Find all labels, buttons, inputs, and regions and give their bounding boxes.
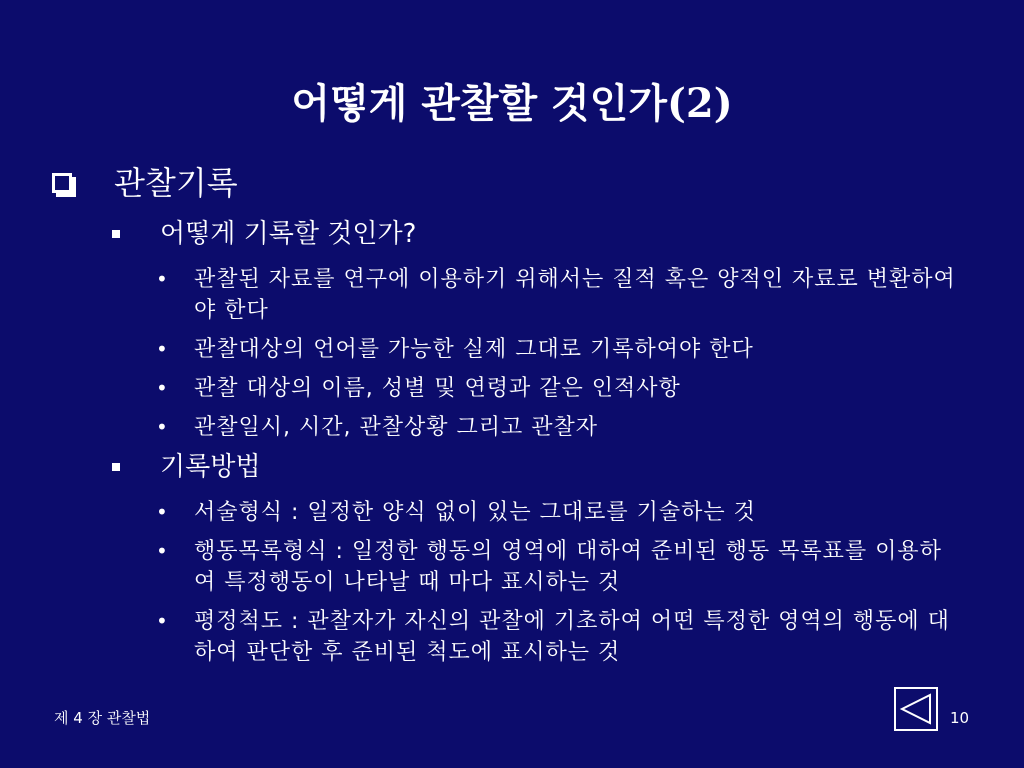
list-item-text: 행동목록형식 : 일정한 행동의 영역에 대하여 준비된 행동 목록표를 이용하여 특정행동이 나타날 때 마다 표시하는 것 [194, 539, 942, 595]
list-item-text: 관찰 대상의 이름, 성별 및 연령과 같은 인적사항 [194, 376, 681, 401]
section-heading-row [52, 158, 982, 208]
list-item-text: 관찰대상의 언어를 가능한 실제 그대로 기록하여야 한다 [194, 337, 754, 362]
checkbox-bullet-icon [52, 173, 72, 193]
group-heading-row [52, 445, 982, 489]
round-bullet-icon: • [156, 609, 168, 633]
square-bullet-icon [112, 230, 120, 238]
group-heading-row [52, 212, 982, 256]
back-arrow-icon [899, 692, 933, 726]
list-item [52, 497, 982, 528]
list-item-text: 서술형식 : 일정한 양식 없이 있는 그대로를 기술하는 것 [194, 500, 756, 525]
page-number: 10 [950, 709, 970, 727]
group-heading: 기록방법 [160, 452, 261, 482]
list-item [52, 536, 982, 598]
footer-chapter: 제 4 장 관찰법 [54, 709, 151, 727]
round-bullet-icon: • [156, 267, 168, 291]
slide-title: 어떻게 관찰할 것인가(2) [291, 80, 733, 127]
list-item [52, 264, 982, 326]
round-bullet-icon: • [156, 376, 168, 400]
list-item [52, 412, 982, 443]
slide-content [52, 158, 982, 670]
back-nav-button[interactable] [894, 687, 938, 731]
section-heading: 관찰기록 [114, 164, 238, 202]
round-bullet-icon: • [156, 500, 168, 524]
list-item [52, 334, 982, 365]
list-item-text: 관찰일시, 시간, 관찰상황 그리고 관찰자 [194, 415, 598, 440]
round-bullet-icon: • [156, 539, 168, 563]
list-item-text: 평정척도 : 관찰자가 자신의 관찰에 기초하여 어떤 특정한 영역의 행동에 대하여 판단한 후 준비된 척도에 표시하는 것 [194, 609, 950, 665]
group-heading: 어떻게 기록할 것인가? [160, 219, 417, 249]
list-item [52, 373, 982, 404]
list-item [52, 606, 982, 668]
round-bullet-icon: • [156, 415, 168, 439]
round-bullet-icon: • [156, 337, 168, 361]
list-item-text: 관찰된 자료를 연구에 이용하기 위해서는 질적 혹은 양적인 자료로 변환하여야 한다 [194, 267, 956, 323]
square-bullet-icon [112, 463, 120, 471]
